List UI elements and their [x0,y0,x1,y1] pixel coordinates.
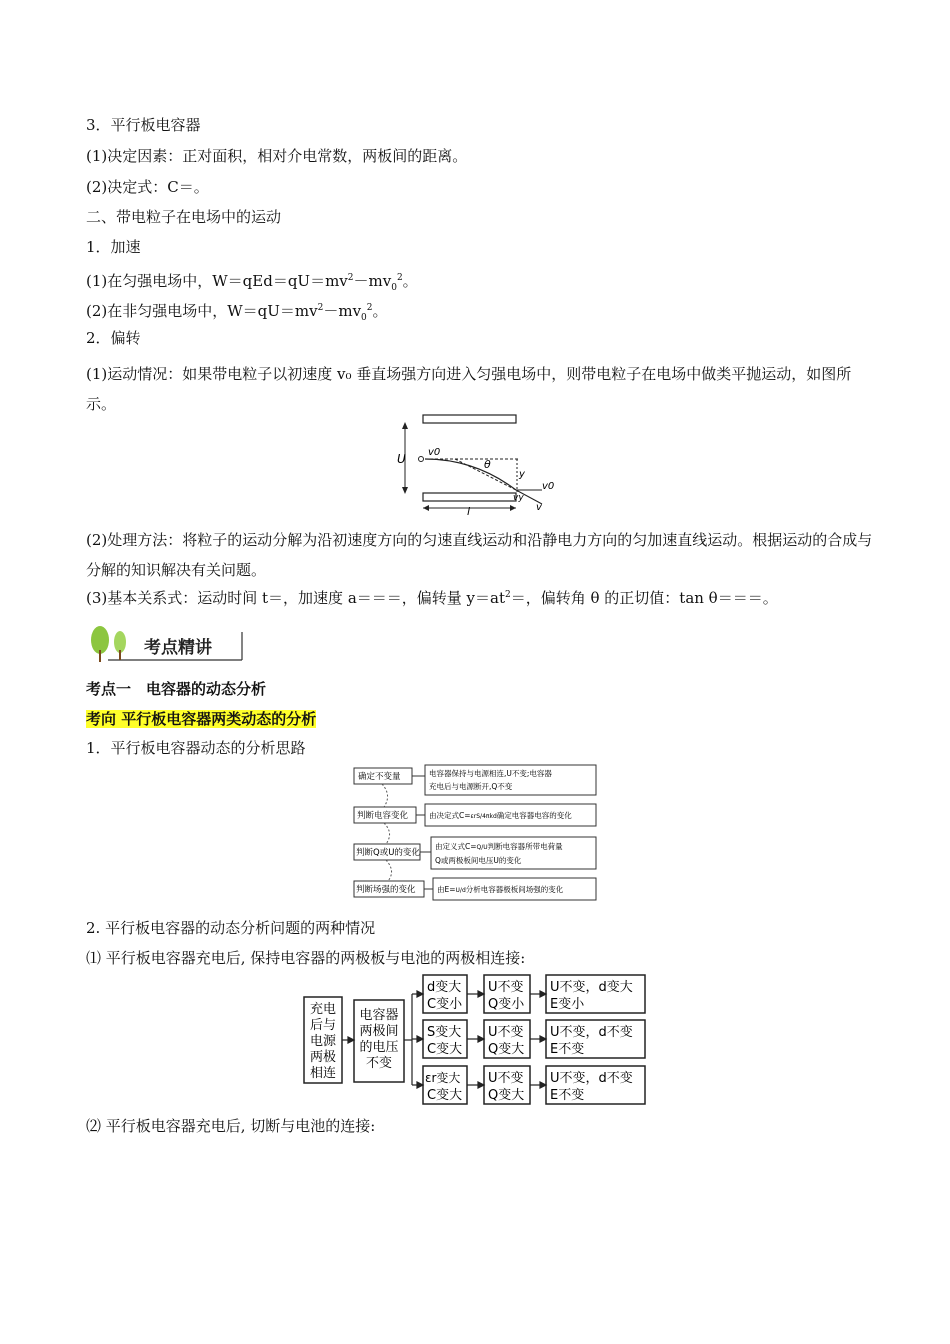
section-heading-particle: 二、带电粒子在电场中的运动 [86,208,282,226]
flow2-e1-2: E变小 [550,997,585,1012]
label-theta: θ [484,458,491,471]
flow2-mid-1: 电容器 [359,1008,399,1023]
flow2-c3-2: C变大 [427,1088,463,1103]
flow2-mid-4: 不变 [365,1056,393,1071]
label-y: y [519,469,525,480]
flow2-d3-1: U不变 [488,1071,524,1086]
flow1-right-3f: Q/U [476,844,488,851]
text-line-case-2: ⑵ 平行板电容器充电后, 切断与电池的连接: [86,1117,376,1135]
flow1-box-1: 确定不变量 [358,772,401,782]
flowchart-analysis-idea [352,763,598,903]
flow2-e3-2: E不变 [550,1088,585,1103]
text-line-accelerate: 1．加速 [86,238,141,256]
flow2-mid-2: 两极间 [359,1024,399,1039]
text-para-motion: (1)运动情况：如果带电粒子以初速度 v₀ 垂直场强方向进入匀强电场中，则带电粒子在电场中做类平抛运动，如图所示。 [86,365,852,413]
flow2-left-1: 充电 [309,1002,337,1017]
flow2-d1-1: U不变 [488,980,524,995]
flow2-d1-2: Q变小 [488,997,525,1012]
label-v0: v0 [428,447,441,458]
deflection-diagram [395,412,565,516]
flow1-box-2: 判断电容变化 [357,811,409,821]
flow1-right-2b: 确定电容器电容的变化 [496,811,572,820]
flow1-right-3c: Q或两极板间电压U的变化 [435,856,522,865]
label-v: v [536,502,542,513]
flow2-left-4: 两极 [309,1050,337,1065]
text-line-case-1: ⑴ 平行板电容器充电后, 保持电容器的两极板与电池的两极相连接: [86,949,526,967]
flow1-right-1b: 充电后与电源断开,Q不变 [429,782,513,791]
label-v0b: v0 [542,481,555,492]
flow2-left-2: 后与 [309,1018,337,1033]
banner-title: 考点精讲 [144,638,212,658]
flow2-c3-1: εr变大 [425,1071,461,1085]
flow1-right-2f: εrS/4πkd [470,813,497,820]
flow2-c2-1: S变大 [427,1025,462,1040]
text-line-nonuniform-field: (2)在非匀强电场中，$W=qU=mv^2-mv_0^2$。 [86,302,388,323]
flow2-e3-1: U不变，d不变 [550,1071,633,1086]
flowchart-case-connected [302,973,648,1109]
flow2-d2-2: Q变大 [488,1042,525,1057]
text-line-factors: (1)决定因素：正对面积，相对介电常数，两板间的距离。 [86,147,468,165]
flow2-c2-2: C变大 [427,1042,463,1057]
flow2-e2-1: U不变，d不变 [550,1025,633,1040]
text-line-deflect: 2．偏转 [86,329,141,347]
svg-text:由决定式C=εrS/4πkd确定电容器电容的变化 [429,810,572,820]
flow2-e2-2: E不变 [550,1042,585,1057]
text-line-capacitor-title: 3．平行板电容器 [86,116,201,134]
flow2-d2-1: U不变 [488,1025,524,1040]
flow1-right-4b: 分析电容器极板间场强的变化 [465,885,564,894]
flow2-c1-2: C变小 [427,997,463,1012]
text-line-formula: (2)决定式：C＝。 [86,178,209,196]
heading-kaodian-1: 考点一 电容器的动态分析 [86,680,267,698]
flow1-right-3a: 由定义式C= [435,842,477,851]
label-vy: vy [513,493,524,503]
text-line-uniform-field: (1)在匀强电场中，$W=qEd=qU=mv^2-mv_0^2$。 [86,272,418,293]
flow1-box-4: 判断场强的变化 [356,885,416,895]
flow1-right-4a: 由E= [437,885,456,894]
flow2-mid-3: 的电压 [359,1040,399,1055]
heading-kaoxiang: 考向 平行板电容器两类动态的分析 [86,710,317,728]
text-line-two-cases: 2. 平行板电容器的动态分析问题的两种情况 [86,919,376,937]
flow1-right-3b: 判断电容器所带电荷量 [487,842,563,851]
text-line-analysis-idea: 1．平行板电容器动态的分析思路 [86,739,306,757]
flow2-left-3: 电源 [309,1034,337,1049]
flow1-right-2a: 由决定式C= [429,811,471,820]
flow2-left-5: 相连 [309,1066,337,1081]
text-line-relations: (3)基本关系式：运动时间 t＝，加速度 a＝＝＝，偏转量 $y=at^2=$，偏转角 θ 的正切值：tan θ＝＝＝。 [86,589,778,607]
flow2-e1-1: U不变，d变大 [550,980,633,995]
flow2-c1-1: d变大 [427,980,462,995]
flow1-right-1a: 电容器保持与电源相连,U不变;电容器 [429,769,552,778]
flow1-box-3: 判断Q或U的变化 [356,848,420,858]
label-U: U [397,452,406,466]
label-l: l [467,505,471,516]
text-para-method: (2)处理方法：将粒子的运动分解为沿初速度方向的匀速直线运动和沿静电力方向的匀加速直线运动。根据运动的合成与分解的知识解决有关问题。 [86,531,873,579]
section-banner [86,622,246,664]
flow1-right-4f: U/d [455,887,466,894]
flow2-d3-2: Q变大 [488,1088,525,1103]
svg-text:由定义式C=Q/U判断电容器所带电荷量 [435,841,563,851]
